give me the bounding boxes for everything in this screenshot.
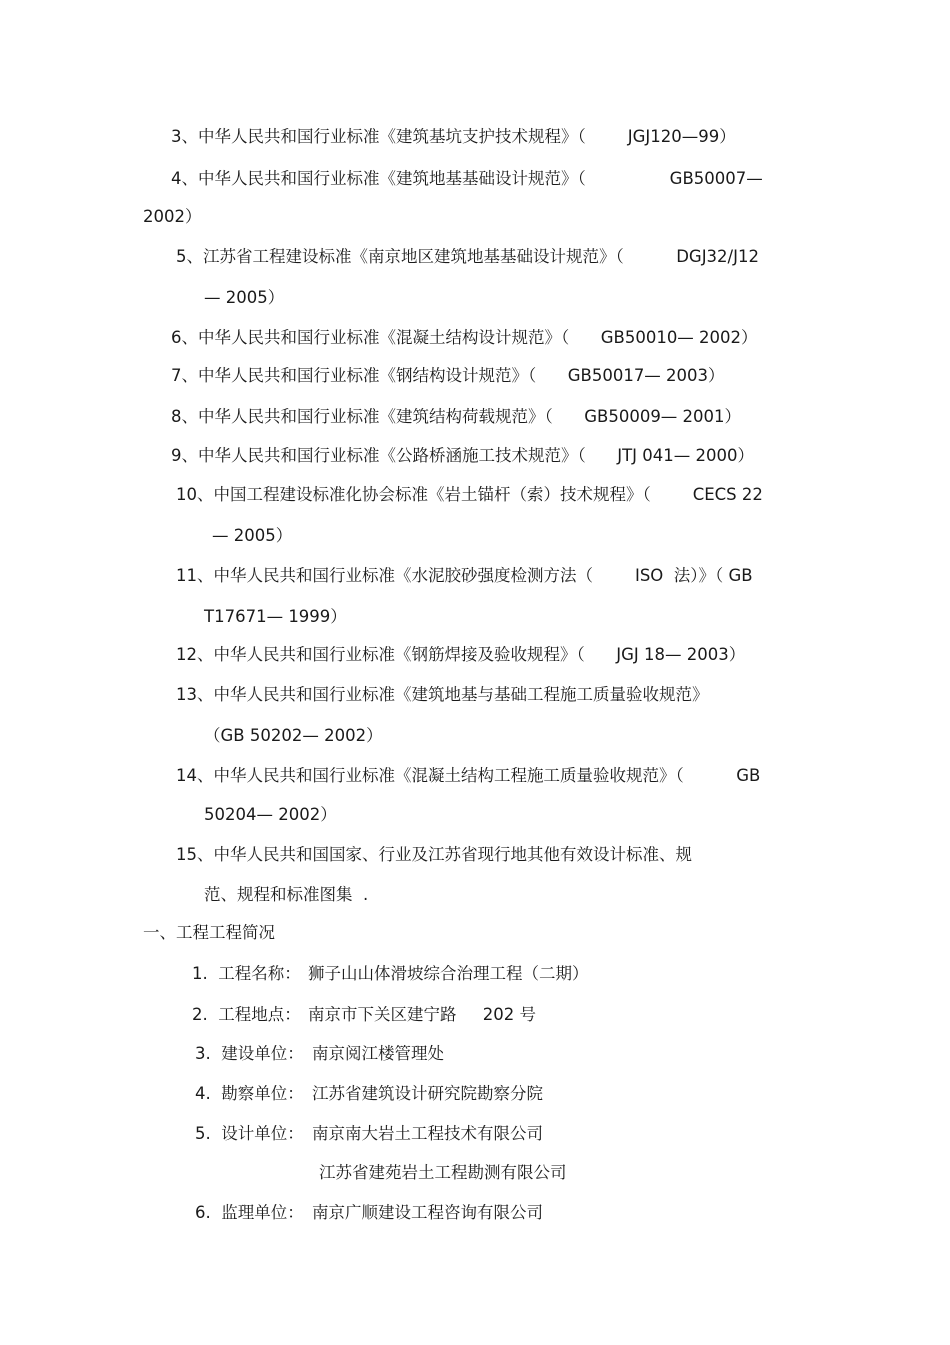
standard-item-3: 3、中华人民共和国行业标准《建筑基坑支护技术规程》（ JGJ120—99） xyxy=(171,127,736,146)
standard-item-14: 14、中华人民共和国行业标准《混凝土结构工程施工质量验收规范》（ GB xyxy=(176,766,761,785)
overview-label-1: 1. 工程名称： xyxy=(192,964,301,983)
section-heading: 一、工程工程简况 xyxy=(143,923,275,942)
standard-item-13: 13、中华人民共和国行业标准《建筑地基与基础工程施工质量验收规范》 xyxy=(176,685,709,704)
standard-item-5: 5、江苏省工程建设标准《南京地区建筑地基基础设计规范》（ DGJ32/J12 xyxy=(176,247,759,266)
standard-item-9: 9、中华人民共和国行业标准《公路桥涵施工技术规范》（ JTJ 041— 2000） xyxy=(171,446,755,465)
standard-item-6: 6、中华人民共和国行业标准《混凝土结构设计规范》（ GB50010— 2002） xyxy=(171,328,758,347)
standard-item-11-cont: T17671— 1999） xyxy=(204,607,347,626)
overview-label-5: 5. 设计单位： xyxy=(195,1124,304,1143)
standard-item-10: 10、中国工程建设标准化协会标准《岩土锚杆（索）技术规程》（ CECS 22 xyxy=(176,485,763,504)
standard-item-4-cont: 2002） xyxy=(143,207,202,226)
overview-label-6: 6. 监理单位： xyxy=(195,1203,304,1222)
standard-item-14-cont: 50204— 2002） xyxy=(204,805,337,824)
standard-item-7: 7、中华人民共和国行业标准《钢结构设计规范》（ GB50017— 2003） xyxy=(171,366,725,385)
standard-item-8: 8、中华人民共和国行业标准《建筑结构荷载规范》（ GB50009— 2001） xyxy=(171,407,742,426)
overview-label-3: 3. 建设单位： xyxy=(195,1044,304,1063)
overview-value-5b: 江苏省建苑岩土工程勘测有限公司 xyxy=(319,1163,567,1182)
overview-value-1: 狮子山山体滑坡综合治理工程（二期） xyxy=(308,964,589,983)
overview-value-4: 江苏省建筑设计研究院勘察分院 xyxy=(312,1084,543,1103)
overview-value-6: 南京广顺建设工程咨询有限公司 xyxy=(312,1203,543,1222)
standard-item-15-cont: 范、规程和标准图集 . xyxy=(204,885,369,904)
overview-value-3: 南京阅江楼管理处 xyxy=(312,1044,444,1063)
overview-label-2: 2. 工程地点： xyxy=(192,1005,301,1024)
overview-value-5: 南京南大岩土工程技术有限公司 xyxy=(312,1124,543,1143)
standard-item-13-cont: （GB 50202— 2002） xyxy=(204,726,383,745)
standard-item-10-cont: — 2005） xyxy=(212,526,293,545)
overview-value-2: 南京市下关区建宁路 202 号 xyxy=(308,1005,536,1024)
standard-item-11: 11、中华人民共和国行业标准《水泥胶砂强度检测方法（ ISO 法）》（ GB xyxy=(176,566,753,585)
standard-item-5-cont: — 2005） xyxy=(204,288,285,307)
standard-item-15: 15、中华人民共和国国家、行业及江苏省现行地其他有效设计标准、规 xyxy=(176,845,692,864)
standard-item-4: 4、中华人民共和国行业标准《建筑地基基础设计规范》（ GB50007— xyxy=(171,169,763,188)
standard-item-12: 12、中华人民共和国行业标准《钢筋焊接及验收规程》（ JGJ 18— 2003） xyxy=(176,645,746,664)
overview-label-4: 4. 勘察单位： xyxy=(195,1084,304,1103)
